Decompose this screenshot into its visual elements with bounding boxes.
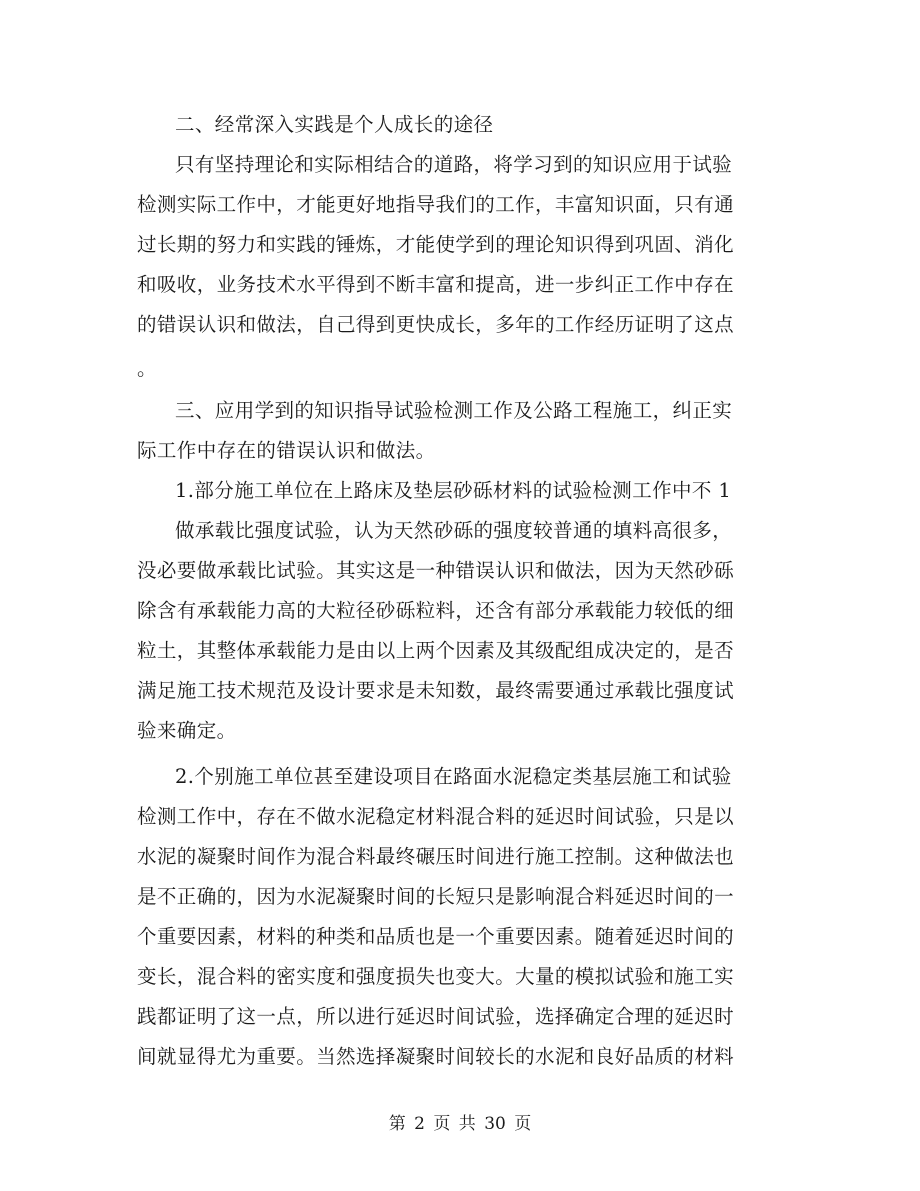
paragraph-line: 检测工作中，存在不做水泥稳定材料混合料的延迟时间试验，只是以 (137, 805, 735, 828)
paragraph-line: 除含有承载能力高的大粒径砂砾粒料，还含有部分承载能力较低的细 (137, 599, 735, 622)
paragraph-line: 检测实际工作中，才能更好地指导我们的工作，丰富知识面，只有通 (137, 193, 735, 216)
heading-section-3: 三、应用学到的知识指导试验检测工作及公路工程施工，纠正实 (175, 399, 733, 422)
paragraph-line: 过长期的努力和实践的锤炼，才能使学到的理论知识得到巩固、消化 (137, 233, 735, 256)
list-item-1: 1.部分施工单位在上路床及垫层砂砾材料的试验检测工作中不 1 (175, 479, 732, 502)
page-number-footer: 第 2 页 共 30 页 (388, 1114, 532, 1134)
paragraph-line: 粒土，其整体承载能力是由以上两个因素及其级配组成决定的，是否 (137, 639, 735, 662)
paragraph-line: 验来确定。 (137, 719, 237, 742)
heading-section-2: 二、经常深入实践是个人成长的途径 (175, 113, 494, 136)
paragraph-line: 践都证明了这一点，所以进行延迟时间试验，选择确定合理的延迟时 (137, 1005, 735, 1028)
paragraph-line: 满足施工技术规范及设计要求是未知数，最终需要通过承载比强度试 (137, 679, 735, 702)
paragraph-line: 变长，混合料的密实度和强度损失也变大。大量的模拟试验和施工实 (137, 965, 735, 988)
list-item-2: 2.个别施工单位甚至建设项目在路面水泥稳定类基层施工和试验 (175, 765, 732, 788)
heading-section-3-continued: 际工作中存在的错误认识和做法。 (137, 439, 436, 462)
paragraph-line: 。 (137, 357, 157, 380)
paragraph-line: 只有坚持理论和实际相结合的道路，将学习到的知识应用于试验 (175, 153, 733, 176)
paragraph-line: 水泥的凝聚时间作为混合料最终碾压时间进行施工控制。这种做法也 (137, 845, 735, 868)
paragraph-line: 个重要因素，材料的种类和品质也是一个重要因素。随着延迟时间的 (137, 925, 735, 948)
paragraph-line: 是不正确的，因为水泥凝聚时间的长短只是影响混合料延迟时间的一 (137, 885, 735, 908)
paragraph-line: 间就显得尤为重要。当然选择凝聚时间较长的水泥和良好品质的材料 (137, 1045, 735, 1068)
paragraph-line: 的错误认识和做法，自己得到更快成长，多年的工作经历证明了这点 (137, 313, 735, 336)
paragraph-line: 没必要做承载比试验。其实这是一种错误认识和做法，因为天然砂砾 (137, 559, 735, 582)
paragraph-line: 和吸收，业务技术水平得到不断丰富和提高，进一步纠正工作中存在 (137, 273, 735, 296)
paragraph-line: 做承载比强度试验，认为天然砂砾的强度较普通的填料高很多， (175, 519, 733, 542)
